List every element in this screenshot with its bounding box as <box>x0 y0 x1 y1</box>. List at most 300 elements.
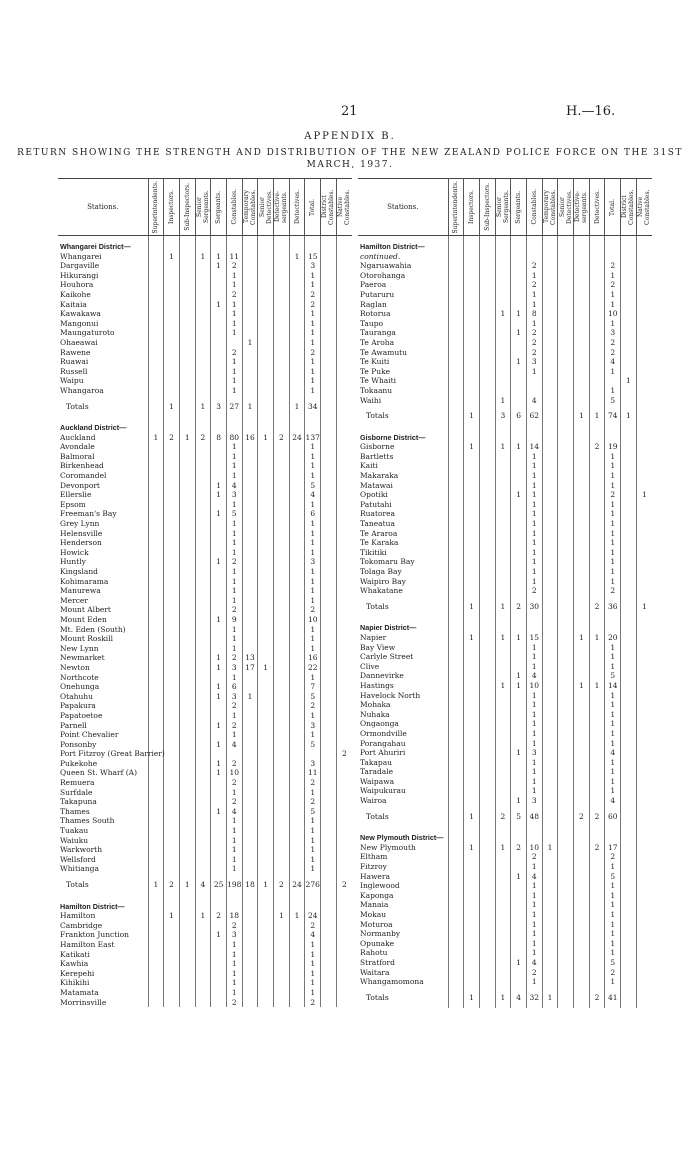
station-row <box>358 442 652 452</box>
column-header-superintendents <box>148 179 164 236</box>
district-heading-row <box>58 236 352 252</box>
cell-sergeants: 1 <box>211 768 227 778</box>
cell-native-constables <box>636 948 652 958</box>
column-header-label: Senior Detectives. <box>558 190 573 224</box>
cell-inspectors <box>464 920 480 930</box>
cell-superintendents <box>148 921 164 931</box>
cell-senior-detectives <box>258 807 274 817</box>
cell-senior-sergeants <box>195 290 211 300</box>
station-name: Carlyle Street <box>360 652 414 662</box>
cell-senior-sergeants <box>495 852 511 862</box>
cell-inspectors <box>164 768 180 778</box>
station-name: Freeman's Bay <box>60 509 117 519</box>
cell-total: 1 <box>605 786 621 796</box>
cell-native-constables <box>636 500 652 510</box>
cell-temporary-constables <box>242 376 258 386</box>
cell-senior-sergeants <box>495 500 511 510</box>
cell-superintendents <box>448 729 464 739</box>
cell-detectives <box>289 557 305 567</box>
station-name: Parnell <box>60 720 87 730</box>
cell-native-constables <box>636 652 652 662</box>
cell-detective-sergeants <box>574 758 590 768</box>
station-name: Hikurangi <box>60 270 99 280</box>
cell-detective-sergeants <box>574 500 590 510</box>
cell-inspectors <box>464 328 480 338</box>
station-name: Maungaturoto <box>60 328 115 338</box>
cell-district-constables <box>321 605 337 615</box>
cell-senior-detectives <box>258 481 274 491</box>
cell-constables: 1 <box>226 538 242 548</box>
cell-district-constables <box>621 367 637 377</box>
cell-detective-sergeants <box>274 481 290 491</box>
cell-total: 1 <box>305 625 321 635</box>
cell-constables: 1 <box>226 519 242 529</box>
cell-senior-sergeants <box>495 748 511 758</box>
cell-total: 1 <box>305 529 321 539</box>
station-row <box>358 461 652 471</box>
cell-temporary-constables <box>542 376 558 386</box>
cell-senior-detectives <box>558 427 574 443</box>
cell-temporary-constables <box>542 891 558 901</box>
cell-native-constables <box>336 280 352 290</box>
cell-senior-sergeants <box>195 338 211 348</box>
cell-total: 1 <box>605 567 621 577</box>
cell-native-constables <box>336 969 352 979</box>
cell-temporary-constables <box>542 261 558 271</box>
cell-detective-sergeants <box>274 538 290 548</box>
cell-senior-sergeants <box>495 567 511 577</box>
cell-temporary-constables <box>242 768 258 778</box>
cell-sub-inspectors <box>179 290 195 300</box>
station-row <box>358 852 652 862</box>
cell-detectives <box>589 567 605 577</box>
cell-superintendents <box>448 739 464 749</box>
cell-sergeants <box>511 827 527 843</box>
station-name: Mount Eden <box>60 614 107 624</box>
column-header-label: Detectives. <box>593 190 601 224</box>
station-name: Waipu <box>60 376 84 386</box>
cell-sub-inspectors <box>179 605 195 615</box>
cell-detective-sergeants <box>574 827 590 843</box>
column-header-label: Detectives. <box>293 190 301 224</box>
cell-superintendents <box>448 405 464 427</box>
station-name: Newton <box>60 662 90 672</box>
cell-total: 2 <box>305 605 321 615</box>
cell-sub-inspectors <box>179 367 195 377</box>
cell-constables: 2 <box>526 348 542 358</box>
cell-sub-inspectors <box>179 730 195 740</box>
cell-senior-detectives <box>558 796 574 806</box>
cell-district-constables <box>621 652 637 662</box>
cell-native-constables <box>636 319 652 329</box>
cell-total: 60 <box>605 806 621 828</box>
cell-senior-sergeants: 1 <box>495 843 511 853</box>
cell-superintendents <box>448 910 464 920</box>
station-row <box>58 788 352 798</box>
cell-superintendents <box>448 806 464 828</box>
cell-senior-detectives <box>558 891 574 901</box>
cell-native-constables <box>336 816 352 826</box>
cell-inspectors <box>464 958 480 968</box>
cell-native-constables <box>636 910 652 920</box>
cell-total: 1 <box>605 920 621 930</box>
station-row <box>358 929 652 939</box>
cell-senior-detectives <box>258 969 274 979</box>
cell-inspectors <box>164 548 180 558</box>
station-name: Eltham <box>360 852 388 862</box>
cell-senior-sergeants <box>195 816 211 826</box>
cell-native-constables <box>336 417 352 433</box>
station-name: Takapau <box>360 757 393 767</box>
cell-sub-inspectors <box>479 748 495 758</box>
station-name: Port Ahuriri <box>360 748 406 758</box>
cell-district-constables <box>621 729 637 739</box>
station-row <box>58 548 352 558</box>
station-name: Porangahau <box>360 738 406 748</box>
cell-total: 2 <box>305 290 321 300</box>
cell-sub-inspectors <box>179 386 195 396</box>
cell-senior-detectives <box>558 633 574 643</box>
cell-temporary-constables <box>242 836 258 846</box>
cell-total: 2 <box>305 701 321 711</box>
cell-detectives <box>289 261 305 271</box>
station-row <box>358 958 652 968</box>
cell-senior-detectives <box>558 786 574 796</box>
cell-sub-inspectors <box>179 969 195 979</box>
station-name: Surfdale <box>60 787 93 797</box>
cell-native-constables <box>636 987 652 1009</box>
cell-constables <box>226 236 242 252</box>
cell-detective-sergeants <box>274 236 290 252</box>
district-name: Hamilton District— <box>60 901 125 911</box>
cell-detectives <box>589 872 605 882</box>
cell-sergeants <box>511 939 527 949</box>
cell-total: 2 <box>305 797 321 807</box>
cell-sub-inspectors <box>179 864 195 874</box>
cell-superintendents <box>148 826 164 836</box>
cell-constables: 10 <box>226 768 242 778</box>
station-name: Ruatorea <box>360 509 395 519</box>
cell-detective-sergeants <box>274 471 290 481</box>
station-name: Tolaga Bay <box>360 567 402 576</box>
cell-native-constables <box>336 911 352 921</box>
cell-district-constables <box>321 348 337 358</box>
cell-senior-detectives <box>258 586 274 596</box>
cell-constables: 1 <box>526 881 542 891</box>
cell-detectives <box>589 452 605 462</box>
station-name: Helensville <box>60 528 103 538</box>
cell-constables: 1 <box>226 529 242 539</box>
cell-sub-inspectors <box>179 625 195 635</box>
cell-superintendents <box>448 490 464 500</box>
cell-senior-sergeants <box>195 386 211 396</box>
cell-superintendents <box>448 461 464 471</box>
cell-senior-sergeants <box>195 236 211 252</box>
cell-inspectors <box>464 729 480 739</box>
cell-native-constables <box>636 538 652 548</box>
cell-detectives <box>289 538 305 548</box>
cell-district-constables <box>321 471 337 481</box>
cell-inspectors <box>464 500 480 510</box>
cell-constables: 1 <box>226 634 242 644</box>
cell-superintendents <box>448 796 464 806</box>
cell-district-constables <box>321 328 337 338</box>
cell-sergeants <box>511 538 527 548</box>
cell-senior-sergeants <box>195 461 211 471</box>
cell-temporary-constables: 13 <box>242 653 258 663</box>
cell-constables: 1 <box>226 625 242 635</box>
station-row <box>358 748 652 758</box>
column-header-constables <box>526 179 542 236</box>
cell-total: 1 <box>305 319 321 329</box>
cell-detective-sergeants <box>574 367 590 377</box>
cell-sergeants: 2 <box>211 911 227 921</box>
table-title: RETURN SHOWING THE STRENGTH AND DISTRIBUTION OF THE NEW ZEALAND POLICE FORCE ON THE 31ST MARCH, 1937. <box>17 148 683 170</box>
cell-native-constables <box>336 481 352 491</box>
stations-column-header: Stations. <box>58 179 148 236</box>
cell-inspectors: 1 <box>464 633 480 643</box>
cell-inspectors <box>464 529 480 539</box>
cell-detective-sergeants <box>274 950 290 960</box>
cell-detective-sergeants <box>274 845 290 855</box>
cell-detectives <box>589 786 605 796</box>
cell-temporary-constables <box>542 290 558 300</box>
cell-sub-inspectors: 1 <box>179 874 195 896</box>
cell-senior-detectives <box>258 548 274 558</box>
cell-detectives <box>589 939 605 949</box>
cell-temporary-constables <box>542 567 558 577</box>
cell-senior-sergeants: 1 <box>195 396 211 418</box>
cell-total: 1 <box>305 711 321 721</box>
station-row <box>358 309 652 319</box>
cell-temporary-constables <box>242 921 258 931</box>
cell-superintendents <box>148 538 164 548</box>
cell-detectives <box>589 891 605 901</box>
cell-superintendents <box>148 490 164 500</box>
cell-superintendents <box>448 948 464 958</box>
cell-sub-inspectors <box>179 644 195 654</box>
cell-detectives <box>589 557 605 567</box>
cell-total: 15 <box>305 252 321 262</box>
district-name: Auckland District— <box>60 423 127 433</box>
cell-superintendents <box>148 740 164 750</box>
cell-sub-inspectors <box>179 519 195 529</box>
cell-detective-sergeants <box>274 653 290 663</box>
cell-senior-sergeants <box>495 786 511 796</box>
cell-sergeants <box>511 910 527 920</box>
cell-senior-sergeants <box>495 577 511 587</box>
cell-inspectors <box>464 652 480 662</box>
cell-sergeants <box>511 557 527 567</box>
station-row <box>358 891 652 901</box>
cell-detectives <box>289 826 305 836</box>
cell-constables: 1 <box>226 442 242 452</box>
cell-detectives <box>589 910 605 920</box>
cell-detectives <box>589 280 605 290</box>
cell-sub-inspectors <box>179 376 195 386</box>
cell-temporary-constables <box>242 557 258 567</box>
cell-district-constables: 1 <box>621 376 637 386</box>
cell-sub-inspectors <box>479 567 495 577</box>
cell-temporary-constables <box>242 969 258 979</box>
station-row <box>58 615 352 625</box>
cell-constables <box>226 338 242 348</box>
cell-inspectors <box>464 338 480 348</box>
station-row <box>58 950 352 960</box>
cell-senior-detectives <box>258 261 274 271</box>
cell-inspectors <box>164 845 180 855</box>
cell-detective-sergeants <box>574 490 590 500</box>
station-row <box>358 376 652 386</box>
cell-native-constables <box>336 644 352 654</box>
cell-sergeants <box>211 826 227 836</box>
station-row <box>358 328 652 338</box>
station-row <box>58 864 352 874</box>
cell-inspectors <box>164 538 180 548</box>
cell-inspectors <box>164 509 180 519</box>
cell-inspectors <box>164 673 180 683</box>
cell-constables: 30 <box>526 596 542 618</box>
cell-total: 1 <box>605 881 621 891</box>
cell-detective-sergeants <box>274 586 290 596</box>
station-name: Russell <box>60 366 88 376</box>
cell-sub-inspectors <box>479 958 495 968</box>
cell-detective-sergeants <box>574 461 590 471</box>
station-row <box>58 328 352 338</box>
cell-temporary-constables <box>542 405 558 427</box>
station-name: New Lynn <box>60 643 99 653</box>
station-row <box>358 300 652 310</box>
cell-senior-sergeants <box>195 836 211 846</box>
cell-detective-sergeants <box>274 930 290 940</box>
cell-sergeants <box>211 417 227 433</box>
cell-constables: 3 <box>526 796 542 806</box>
cell-sub-inspectors <box>479 843 495 853</box>
cell-superintendents <box>448 367 464 377</box>
cell-constables: 1 <box>526 461 542 471</box>
cell-constables: 2 <box>226 797 242 807</box>
cell-temporary-constables <box>542 729 558 739</box>
cell-senior-detectives <box>558 577 574 587</box>
cell-superintendents <box>148 855 164 865</box>
station-row <box>358 968 652 978</box>
cell-superintendents <box>448 471 464 481</box>
cell-superintendents <box>448 652 464 662</box>
cell-total: 1 <box>605 529 621 539</box>
cell-temporary-constables <box>542 681 558 691</box>
station-name: Mokau <box>360 910 387 919</box>
cell-sub-inspectors <box>179 940 195 950</box>
cell-detective-sergeants <box>574 529 590 539</box>
cell-total: 2 <box>605 968 621 978</box>
cell-native-constables <box>336 328 352 338</box>
cell-native-constables <box>636 767 652 777</box>
cell-detective-sergeants: 1 <box>574 405 590 427</box>
district-heading-row <box>358 236 652 252</box>
station-name: Kihikihi <box>60 978 90 988</box>
district-heading-row <box>358 617 652 633</box>
cell-sub-inspectors <box>179 930 195 940</box>
cell-senior-sergeants <box>195 509 211 519</box>
cell-native-constables: 2 <box>336 874 352 896</box>
cell-sub-inspectors <box>479 236 495 252</box>
cell-detectives <box>289 930 305 940</box>
cell-superintendents <box>148 328 164 338</box>
cell-detectives <box>289 290 305 300</box>
cell-inspectors <box>464 319 480 329</box>
cell-district-constables <box>621 309 637 319</box>
cell-superintendents <box>148 778 164 788</box>
cell-senior-sergeants <box>495 729 511 739</box>
cell-senior-detectives <box>258 309 274 319</box>
cell-sub-inspectors <box>179 500 195 510</box>
cell-detective-sergeants <box>574 442 590 452</box>
cell-senior-detectives <box>258 653 274 663</box>
cell-senior-detectives <box>558 396 574 406</box>
cell-detectives <box>589 710 605 720</box>
station-name: Makaraka <box>360 471 399 481</box>
cell-constables: 1 <box>226 644 242 654</box>
cell-detective-sergeants <box>274 797 290 807</box>
station-row <box>58 376 352 386</box>
cell-senior-sergeants <box>495 710 511 720</box>
cell-sergeants: 4 <box>511 987 527 1009</box>
cell-senior-sergeants <box>195 896 211 912</box>
cell-sub-inspectors <box>479 338 495 348</box>
station-row <box>58 319 352 329</box>
cell-inspectors <box>464 452 480 462</box>
cell-district-constables <box>321 280 337 290</box>
cell-senior-sergeants <box>495 827 511 843</box>
cell-total: 1 <box>305 452 321 462</box>
cell-superintendents <box>448 519 464 529</box>
station-row <box>58 348 352 358</box>
station-row <box>358 700 652 710</box>
cell-district-constables <box>321 864 337 874</box>
cell-constables: 1 <box>226 567 242 577</box>
cell-superintendents <box>448 309 464 319</box>
cell-native-constables <box>636 252 652 262</box>
cell-native-constables <box>636 691 652 701</box>
cell-sub-inspectors <box>479 252 495 262</box>
cell-native-constables <box>636 881 652 891</box>
cell-sergeants <box>511 509 527 519</box>
cell-district-constables <box>621 396 637 406</box>
cell-district-constables <box>321 797 337 807</box>
cell-total: 22 <box>305 663 321 673</box>
cell-native-constables <box>636 529 652 539</box>
cell-detective-sergeants <box>274 605 290 615</box>
station-name: Kaiti <box>360 461 378 471</box>
cell-sub-inspectors <box>479 872 495 882</box>
cell-senior-detectives <box>558 652 574 662</box>
cell-superintendents <box>148 376 164 386</box>
cell-constables: 2 <box>226 998 242 1008</box>
cell-detective-sergeants <box>574 719 590 729</box>
cell-inspectors <box>164 778 180 788</box>
cell-sub-inspectors <box>479 548 495 558</box>
station-name: Te Kuiti <box>360 357 390 367</box>
cell-temporary-constables <box>242 538 258 548</box>
cell-senior-detectives <box>258 236 274 252</box>
station-name: Takapuna <box>60 797 97 807</box>
cell-senior-detectives <box>258 280 274 290</box>
cell-detectives <box>589 662 605 672</box>
cell-detective-sergeants <box>274 759 290 769</box>
station-row <box>58 367 352 377</box>
cell-sergeants: 1 <box>511 958 527 968</box>
cell-sergeants <box>511 891 527 901</box>
